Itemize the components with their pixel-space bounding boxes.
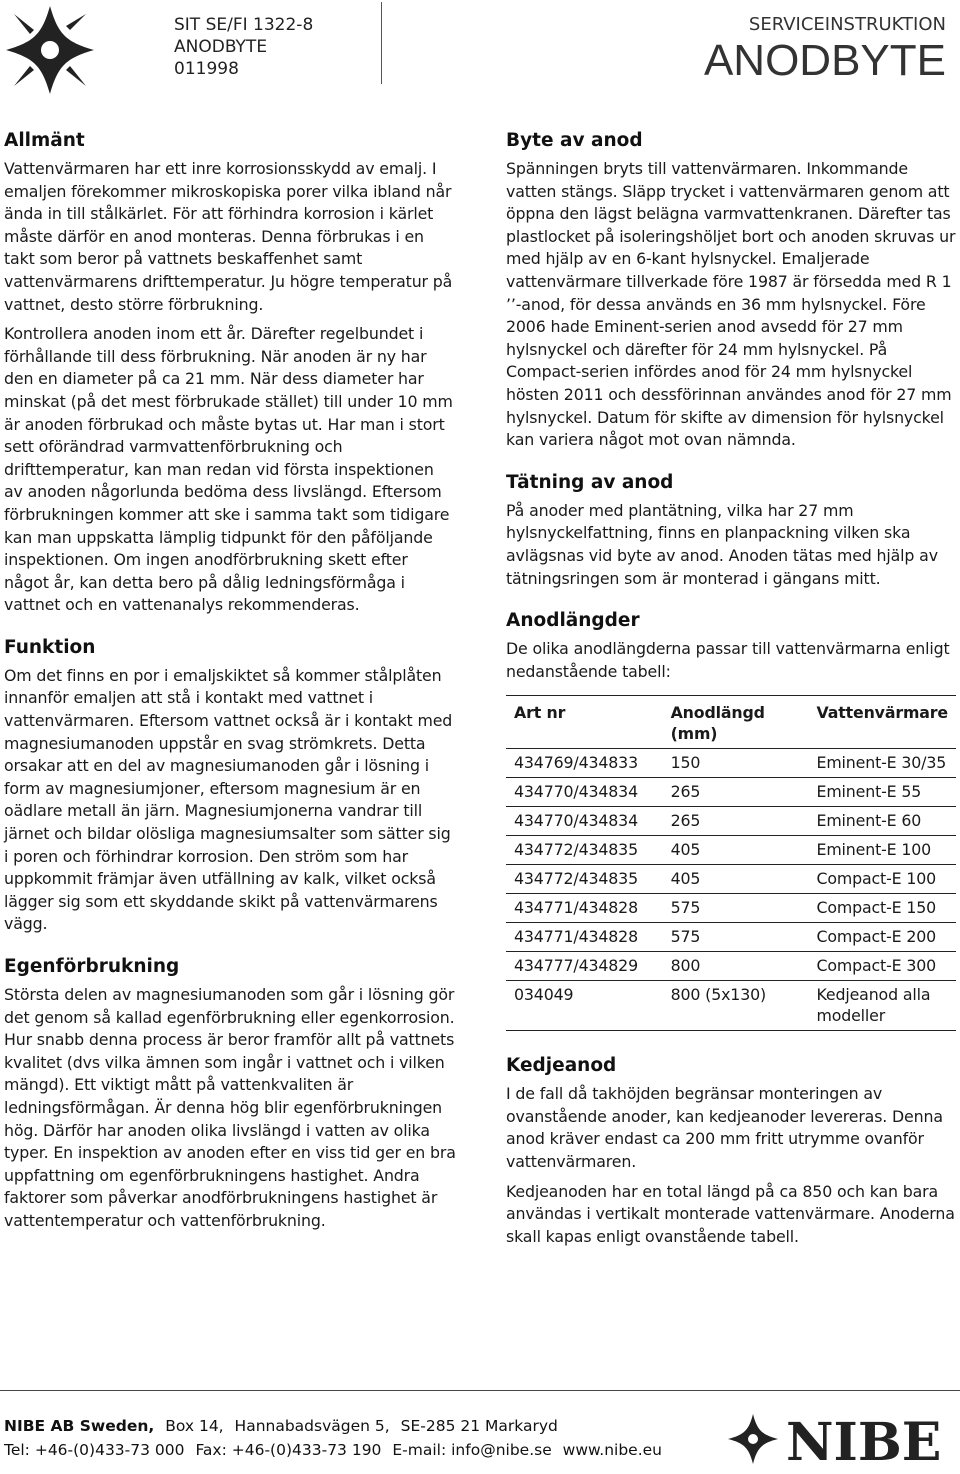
section-funktion (4, 637, 456, 936)
table-cell: 265 (663, 807, 809, 836)
phone: Tel: +46-(0)433-73 000 (4, 1441, 185, 1459)
footer-contact (4, 1414, 668, 1462)
table-cell: Eminent-E 60 (808, 807, 956, 836)
table-cell: 434771/434828 (506, 894, 663, 923)
fax: Fax: +46-(0)433-73 190 (195, 1441, 382, 1459)
doc-code: SIT SE/FI 1322-8 (174, 15, 314, 35)
nibe-logo-text: NIBE (786, 1412, 942, 1468)
company-name: NIBE AB Sweden, (4, 1417, 155, 1435)
table-cell: Compact-E 200 (808, 923, 956, 952)
paragraph: Vattenvärmaren har ett inre korrosionsskydd av emalj. I emaljen förekommer mikroskopiska porer vilka ibland når ända in till stålkärlet. För att förhindra korrosion i kärlet måste därför en anod monteras. Denna förbrukas i en takt som beror på vattnets beskaffenhet samt vattenvärmarens drifttemperatur. Ju högre temperatur på vattnet, desto större förbrukning. (4, 159, 453, 314)
table-cell: 034049 (506, 981, 663, 1031)
table-cell: 800 (663, 952, 809, 981)
header-title-block (704, 14, 946, 84)
table-cell: Compact-E 150 (808, 894, 956, 923)
section-byte (506, 130, 956, 452)
section-allmant (4, 130, 456, 617)
heading-egenforbrukning: Egenförbrukning (4, 956, 180, 977)
column-header: Anodlängd (mm) (663, 696, 809, 749)
doc-title-small: ANODBYTE (174, 37, 268, 57)
table-row (506, 952, 956, 981)
table-cell: 265 (663, 778, 809, 807)
table-cell: 434770/434834 (506, 778, 663, 807)
table-cell: 434777/434829 (506, 952, 663, 981)
table-cell: 150 (663, 749, 809, 778)
table-cell: 434771/434828 (506, 923, 663, 952)
paragraph: Kontrollera anoden inom ett år. Därefter regelbundet i förhållande till dess förbrukning. När anoden är ny har den en diameter på ca 21 mm. När dess diameter har minskat (på det mest förbrukade stället) till under 10 mm är anoden förbrukad och måste bytas ut. Har man i stort sett oförändrad varmvattenförbrukning och drifttemperatur, kan man redan vid första inspektionen av anoden någorlunda bedöma dess livslängd. Eftersom förbrukningen kommer att ske i samma takt som tidigare kan man uppskatta lämplig tidpunkt för den påföljande inspektionen. Om ingen anodförbrukning skett efter något år, kan detta bero på dålig ledningsförmåga i vattnet och en vattenanalys rekommenderas. (4, 324, 453, 615)
table-cell: Compact-E 300 (808, 952, 956, 981)
table-cell: 434769/434833 (506, 749, 663, 778)
table-row (506, 807, 956, 836)
address-box: Box 14, (165, 1417, 224, 1435)
heading-allmant: Allmänt (4, 130, 85, 151)
paragraph: Spänningen bryts till vattenvärmaren. Inkommande vatten stängs. Släpp trycket i vattenvärmaren genom att öppna den lägst belägna varmvattenkranen. Därefter tas plastlocket på isoleringshöljet bort och anoden skruvas ur med hjälp av en 6-kant hylsnyckel. Emaljerade vattenvärmare tillverkade före 1987 är försedda med R 1 ’’-anod, för dessa används en 36 mm hylsnyckel. Före 2006 hade Eminent-serien anod avsedd för 27 mm hylsnyckel och därefter för 24 mm hylsnyckel. På Compact-serien infördes anod för 24 mm hylsnyckel hösten 2011 och dessförinnan användes anod för 27 mm hylsnyckel. Datum för skifte av dimension för hylsnyckel kan variera något mot ovan nämnda. (506, 159, 956, 450)
paragraph: På anoder med plantätning, vilka har 27 mm hylsnyckelfattning, finns en planpackning vilken ska avlägsnas vid byte av anod. Anoden tätas med hjälp av tätningsringen som är monterad i gängans mitt. (506, 500, 938, 588)
table-cell: 434772/434835 (506, 836, 663, 865)
heading-byte: Byte av anod (506, 130, 643, 151)
table-row (506, 836, 956, 865)
website-link[interactable]: www.nibe.eu (562, 1441, 662, 1459)
table-row (506, 778, 956, 807)
table-cell: Eminent-E 55 (808, 778, 956, 807)
right-column (506, 130, 956, 1268)
header-codes (174, 14, 313, 80)
table-header-row (506, 696, 956, 749)
doc-type: SERVICEINSTRUKTION (748, 14, 946, 35)
table-body (506, 749, 956, 1031)
table-cell: 800 (5x130) (663, 981, 809, 1031)
nibe-logo (724, 1410, 960, 1468)
section-tatning (506, 472, 956, 590)
address-postal: SE-285 21 Markaryd (400, 1417, 558, 1435)
heading-tatning: Tätning av anod (506, 471, 674, 493)
heading-funktion: Funktion (4, 636, 96, 658)
column-header: Vattenvärmare (808, 696, 956, 749)
table-cell: Eminent-E 30/35 (808, 749, 956, 778)
table-row (506, 981, 956, 1031)
table-row (506, 923, 956, 952)
paragraph: Största delen av magnesiumanoden som går i lösning gör det genom så kallad egenförbrukning eller egenkorrosion. Hur snabb denna process är beror framför allt på vattnets kvalitet (dvs vilka ämnen som ingår i vattnet och i vilken mängd). Ett viktigt mått på vattenkvaliten är ledningsförmågan. Är denna hög blir egenförbrukningen hög. Därför har anoden olika livslängd i vatten av olika typer. En inspektion av anoden efter en viss tid ger en bra uppfattning om egenförbrukningens hastighet. Andra faktorer som påverkar anodförbrukningens hastighet är vattentemperatur och vattenförbrukning. (4, 985, 456, 1230)
section-anodlangder (506, 610, 956, 1031)
table-cell: 405 (663, 865, 809, 894)
page-title: ANODBYTE (703, 36, 946, 85)
paragraph: De olika anodlängderna passar till vattenvärmarna enligt nedanstående tabell: (506, 639, 950, 681)
address-street: Hannabadsvägen 5, (234, 1417, 390, 1435)
paragraph: Om det finns en por i emaljskiktet så kommer stålplåten innanför emaljen att stå i kontakt med vattnet i vattenvärmaren. Eftersom vattnet också är i kontakt med magnesiumanoden uppstår en svag strömkrets. Detta orsakar att en del av magnesiumanoden går i lösning i form av magnesiumjoner, eftersom magnesium är en oädlare metall än järn. Magnesiumjonerna vandrar till järnet och bildar olösliga magnesiumsalter som sätter sig i poren och förhindrar korrosion. Den ström som har uppkommit främjar även utfällning av kalk, vilket också lägger sig som ett skyddande skikt på vattenvärmarens vägg. (4, 665, 453, 934)
table-cell: 575 (663, 923, 809, 952)
table-row (506, 749, 956, 778)
paragraph: Kedjeanoden har en total längd på ca 850 och kan bara användas i vertikalt monterade vattenvärmare. Anoderna skall kapas enligt ovanstående tabell. (506, 1181, 955, 1246)
header-divider (381, 2, 382, 84)
doc-number: 011998 (174, 59, 239, 79)
table-cell: 434770/434834 (506, 807, 663, 836)
table-row (506, 865, 956, 894)
table-cell: 434772/434835 (506, 865, 663, 894)
anod-table (506, 695, 956, 1031)
section-egenforbrukning (4, 956, 456, 1233)
paragraph: I de fall då takhöjden begränsar monteringen av ovanstående anoder, kan kedjeanoder levereras. Denna anod kräver endast ca 200 mm fritt utrymme ovanför vattenvärmaren. (506, 1084, 943, 1172)
nibe-star-logo (0, 0, 100, 100)
heading-anodlangder: Anodlängder (506, 610, 640, 632)
footer-divider (0, 1390, 960, 1391)
column-header: Art nr (506, 696, 663, 749)
section-kedjeanod (506, 1055, 956, 1248)
table-cell: Kedjeanod alla modeller (808, 981, 956, 1031)
table-cell: 575 (663, 894, 809, 923)
heading-kedjeanod: Kedjeanod (506, 1055, 617, 1077)
table-cell: Eminent-E 100 (808, 836, 956, 865)
table-cell: Compact-E 100 (808, 865, 956, 894)
left-column (4, 130, 456, 1253)
table-row (506, 894, 956, 923)
email-link[interactable]: E-mail: info@nibe.se (392, 1441, 552, 1459)
table-cell: 405 (663, 836, 809, 865)
